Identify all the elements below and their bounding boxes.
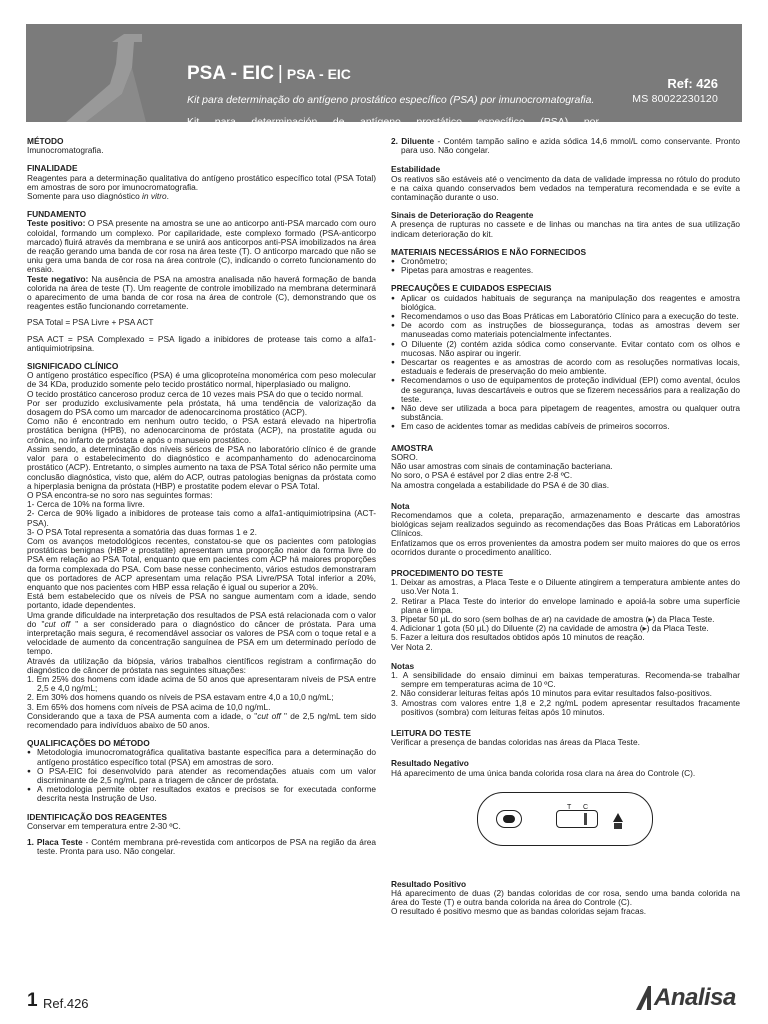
section-heading: SIGNIFICADO CLÍNICO — [27, 361, 119, 372]
paragraph: Como não é encontrado em nenhum outro tecido, o PSA estará elevado na hipertrofia prostática benigna (HPB), no adenocarcinoma de próstata (ACP), na prostatite aguda ou crônica, no infarto de próstata e após o manuseio prostático. — [27, 416, 376, 445]
step-item: 3. Pipetar 50 µL do soro (sem bolhas de ar) na cavidade de amostra (▸) da Placa Teste. — [391, 613, 715, 624]
paragraph: Há aparecimento de duas (2) bandas coloridas de cor rosa, sendo uma banda colorida na área do Teste (T) e outra banda colorida na área do Controle (C). — [391, 887, 740, 908]
list-item: 3- O PSA Total representa a somatória das duas formas 1 e 2. — [27, 526, 257, 537]
ref-number: Ref: 426 — [667, 76, 718, 91]
section-heading: Nota — [391, 500, 410, 511]
paragraph: Imunocromatografia. — [27, 145, 104, 156]
note-item: 3. Amostras com valores entre 1,8 e 2,2 ng/mL podem apresentar resultados fracamente positivos (sombra) com leituras feitas após 10 minutos. — [391, 697, 740, 717]
marker-icon — [614, 823, 622, 829]
section-heading: FINALIDADE — [27, 163, 78, 174]
section-heading: Resultado Positivo — [391, 878, 467, 889]
section-heading: AMOSTRA — [391, 442, 434, 453]
note-item: 1. A sensibilidade do ensaio diminui em baixas temperaturas. Recomenda-se trabalhar sempre em temperaturas acima de 10 ºC. — [391, 669, 740, 690]
section-heading: FUNDAMENTO — [27, 209, 87, 220]
section-heading: Estabilidade — [391, 164, 441, 175]
test-cassette-negative — [477, 792, 653, 846]
control-label: C — [583, 803, 589, 811]
section-heading: Resultado Negativo — [391, 758, 469, 769]
paragraph: Teste positivo: O PSA presente na amostra se une ao anticorpo anti-PSA marcado com ouro coloidal, formando um complexo. Por capilaridade, este complexo formado (PSA-anticorpo marcado) fluirá através da membrana e se unirá aos anticorpos anti-PSA imobilizados na área de reação gerando uma banda de cor rosa na área teste (T). O anticorpo marcado que não se uniu gera uma banda de cor rosa na área controle (C), indicando o correto funcionamento do ensaio. — [27, 218, 376, 275]
paragraph: O resultado é positivo mesmo que as bandas coloridas sejam fracas. — [391, 906, 647, 917]
paragraph: Enfatizamos que os erros provenientes da amostra podem ser muito maiores do que os erros ocorridos durante o procedimento analítico. — [391, 537, 740, 557]
equation: PSA ACT = PSA Complexado = PSA ligado a inibidores de protease tais como a alfa1-antiquimiotripsina. — [27, 333, 376, 353]
list-item: ● Descartar os reagentes e as amostras de acordo com as resoluções normativas locais, estaduais e federais de preservação do meio ambiente. — [391, 358, 740, 376]
list-item: 2. Em 30% dos homens quando os níveis de PSA estavam entre 4,0 a 10,0 ng/mL; — [27, 692, 334, 703]
paragraph: Ver Nota 2. — [391, 641, 433, 652]
flask-logo-icon — [26, 24, 156, 122]
step-item: 4. Adicionar 1 gota (50 µL) do Diluente (2) na cavidade de amostra (▸) da Placa Teste. — [391, 623, 709, 634]
paragraph: O tecido prostático canceroso produz cerca de 10 vezes mais PSA do que o tecido normal. — [27, 388, 364, 399]
list-item: ● Não deve ser utilizada a boca para pipetagem de reagentes, amostra ou qualquer outra substância. — [391, 404, 740, 422]
list-item: ● Pipetas para amostras e reagentes. — [391, 266, 740, 275]
right-column — [391, 137, 740, 917]
section-heading: Sinais de Deterioração do Reagente — [391, 210, 534, 221]
step-item: 5. Fazer a leitura dos resultados obtidos após 10 minutos de reação. — [391, 632, 645, 643]
paragraph: Por ser produzido exclusivamente pela próstata, há uma tendência de valorização da dosagem do PSA como um marcador de adenocarcinoma prostático (ACP). — [27, 397, 376, 418]
reagent-item: 1. Placa Teste - Contém membrana pré-revestida com anticorpos de PSA na região da área teste. Pronta para uso. Não congelar. — [27, 837, 377, 857]
list-item: 1- Cerca de 10% na forma livre. — [27, 499, 145, 510]
kit-description-es: Kit para determinación de antígeno prostático específico (PSA) por inmunocromatografía. — [187, 116, 599, 140]
bullet-list — [391, 294, 740, 432]
footer-ref: Ref.426 — [43, 996, 89, 1011]
section-heading: MATERIAIS NECESSÁRIOS E NÃO FORNECIDOS — [391, 246, 587, 257]
paragraph: O antígeno prostático específico (PSA) é uma glicoproteína monomérica com peso molecular de 34 KDa, produzido somente pelo tecido prostático normal, hiperplasiado ou maligno. — [27, 370, 376, 390]
section-heading: IDENTIFICAÇÃO DOS REAGENTES — [27, 811, 167, 822]
paragraph: Somente para uso diagnóstico in vitro. — [27, 191, 169, 202]
list-item: 1. Em 25% dos homens com idade acima de 50 anos que apresentaram níveis de PSA entre 2,5 e 4,0 ng/mL; — [27, 673, 376, 694]
section-heading: PRECAUÇÕES E CUIDADOS ESPECIAIS — [391, 283, 552, 294]
paragraph: No soro, o PSA é estável por 2 dias entre 2-8 ºC. — [391, 470, 573, 481]
page-title: PSA - EIC | PSA - EIC — [187, 63, 351, 84]
paragraph: Recomendamos que a coleta, preparação, armazenamento e descarte das amostras biológicas sejam realizados seguindo as recomendações das Boas Práticas em Laboratórios Clínicos. — [391, 509, 740, 539]
bullet-list — [27, 748, 376, 803]
reagent-item: 2. Diluente - Contém tampão salino e azida sódica 14,6 mmol/L como conservante. Pronto para uso. Não congelar. — [391, 136, 740, 156]
list-item: 3. Em 65% dos homens com níveis de PSA acima de 10,0 ng/mL. — [27, 701, 271, 712]
paragraph: Verificar a presença de bandas coloridas nas áreas da Placa Teste. — [391, 737, 640, 748]
section-heading: QUALIFICAÇÕES DO MÉTODO — [27, 738, 150, 749]
equation: PSA Total = PSA Livre + PSA ACT — [27, 317, 154, 328]
paragraph: A presença de rupturas no cassete e de linhas ou manchas na tira antes de sua utilização indicam deterioração do kit. — [391, 219, 740, 239]
arrow-icon — [613, 813, 623, 822]
paragraph: Não usar amostras com sinais de contaminação bacteriana. — [391, 461, 613, 472]
list-item: ● Metodologia imunocromatográfica qualitativa bastante específica para a determinação do antígeno prostático específico total (PSA) em amostras de soro. — [27, 748, 376, 766]
paragraph: Com os avanços metodológicos recentes, constatou-se que os pacientes com patologias prostáticas benignas (HBP e prostatite) apresentam uma proporção maior da forma livre do PSA em relação ao PSA Total, enquanto que em pacientes com ACP há maiores proporções da forma complexada do PSA. Com base nesse conhecimento, vários estudos demonstraram que os portadores de ACP apresentam uma relação PSA Livre/PSA Total inferior a 20%, enquanto que nos pacientes com HBP essa relação é igual ou superior a 20%. — [27, 535, 376, 592]
paragraph: Conservar em temperatura entre 2-30 ºC. — [27, 820, 181, 831]
brand-name: Analisa — [654, 984, 736, 1011]
page-title-alt: PSA - EIC — [286, 66, 351, 82]
list-item: ● A metodologia permite obter resultados exatos e precisos se for executada conforme descrita nesta Instrução de Uso. — [27, 785, 376, 803]
paragraph: Há aparecimento de uma única banda colorida rosa clara na área do Controle (C). — [391, 767, 696, 778]
list-item: 2- Cerca de 90% ligado a inibidores de protease tais como a alfa1-antiquimiotripsina (ACT-PSA). — [27, 508, 376, 528]
paragraph: SORO. — [391, 451, 418, 462]
paragraph: Considerando que a taxa de PSA aumenta com a idade, o "cut off " de 2,5 ng/mL tem sido recomendado para indivíduos abaixo de 50 anos. — [27, 710, 376, 730]
paragraph: Está bem estabelecido que os níveis de PSA no sangue aumentam com a idade, sendo portanto, idade dependentes. — [27, 591, 376, 611]
step-item: 2. Retirar a Placa Teste do interior do envelope laminado e apoiá-la sobre uma superfície plana e limpa. — [391, 595, 740, 615]
list-item: ● Recomendamos o uso de equipamentos de proteção individual (EPI) como avental, óculos de segurança, luvas descartáveis e outros que se fizerem necessários para a realização do teste. — [391, 376, 740, 404]
list-item: ● Recomendamos o uso das Boas Práticas em Laboratório Clínico para a execução do teste. — [391, 312, 740, 321]
section-heading: LEITURA DO TESTE — [391, 727, 471, 738]
list-item: ● De acordo com as instruções de biossegurança, todas as amostras devem ser manuseadas como materiais potencialmente infectantes. — [391, 321, 740, 339]
paragraph: Os reativos são estáveis até o vencimento da data de validade impressa no rótulo do produto e na caixa quando conservados bem vedados na temperatura recomendada e se evite a contaminação durante o uso. — [391, 173, 740, 203]
note-item: 2. Não considerar leituras feitas após 10 minutos para evitar resultados falso-positivos. — [391, 688, 712, 699]
step-item: 1. Deixar as amostras, a Placa Teste e o Diluente atingirem a temperatura ambiente antes do uso.Ver Nota 1. — [391, 577, 740, 597]
page-number: 1 — [27, 990, 38, 1011]
list-item: ● Aplicar os cuidados habituais de segurança na manipulação dos reagentes e amostra biológica. — [391, 294, 740, 312]
paragraph: O PSA encontra-se no soro nas seguintes formas: — [27, 489, 213, 500]
sample-well — [496, 810, 522, 828]
section-heading: MÉTODO — [27, 136, 64, 146]
result-window — [556, 803, 598, 828]
paragraph: Na amostra congelada a estabilidade do PSA é de 30 dias. — [391, 479, 610, 490]
list-item: ● O PSA-EIC foi desenvolvido para atender as recomendações atuais com um valor discriminante de 2,5 ng/mL para a triagem de câncer de próstata. — [27, 767, 376, 785]
test-label: T — [567, 803, 572, 811]
header-banner — [26, 24, 742, 140]
section-heading: PROCEDIMENTO DO TESTE — [391, 567, 504, 578]
paragraph: Assim sendo, a determinação dos níveis séricos de PSA no laboratório clínico é de grande valor para o estabelecimento do diagnóstico e acompanhamento do adenocarcinoma prostático (ACP). Entretanto, o simples aumento na taxa de PSA Total sérico não permite uma conclusão diagnóstica, visto que, além do ACP, outras patologias benignas da próstata como a hiperplasia benigna da próstata (HBP) e prostatite podem elevar o PSA Total. — [27, 443, 376, 491]
ms-registration: MS 80022230120 — [632, 93, 718, 105]
paragraph: Através da utilização da biópsia, vários trabalhos científicos registram a confirmação do diagnóstico de câncer de próstata nas seguintes situações: — [27, 655, 376, 675]
paragraph: Teste negativo: Na ausência de PSA na amostra analisada não haverá formação de banda colorida na área de teste (T). Um reagente de controle imobilizado na membrana determinará o aparecimento de uma banda de cor rosa na área de controle (C), demonstrando que os reagentes estão funcionando corretamente. — [27, 273, 376, 312]
section-heading: Notas — [391, 660, 415, 671]
paragraph: Uma grande dificuldade na interpretação dos resultados de PSA está relacionada com o valor do "cut off " a ser considerado para o diagnóstico do câncer de próstata. Para uma interpretação mais segura, é recomendável associar os valores de PSA com o toque retal e a velocidade de aumento da concentração sanguínea de PSA em um determinado período de tempo. — [27, 609, 376, 657]
analisa-logo-icon — [634, 985, 656, 1011]
list-item: ● Cronômetro; — [391, 257, 740, 266]
control-band — [584, 813, 587, 825]
left-column — [27, 137, 376, 856]
list-item: ● O Diluente (2) contém azida sódica como conservante. Evitar contato com os olhos e mucosas. Não aspirar ou ingerir. — [391, 340, 740, 358]
bullet-list — [391, 257, 740, 275]
kit-description-pt: Kit para determinação do antígeno prostático específico (PSA) por imunocromatografia. — [187, 94, 595, 106]
list-item: ● Em caso de acidentes tomar as medidas cabíveis de primeiros socorros. — [391, 422, 740, 431]
paragraph: Reagentes para a determinação qualitativa do antígeno prostático específico total (PSA Total) em amostras de soro por imunocromatografia. — [27, 172, 376, 192]
